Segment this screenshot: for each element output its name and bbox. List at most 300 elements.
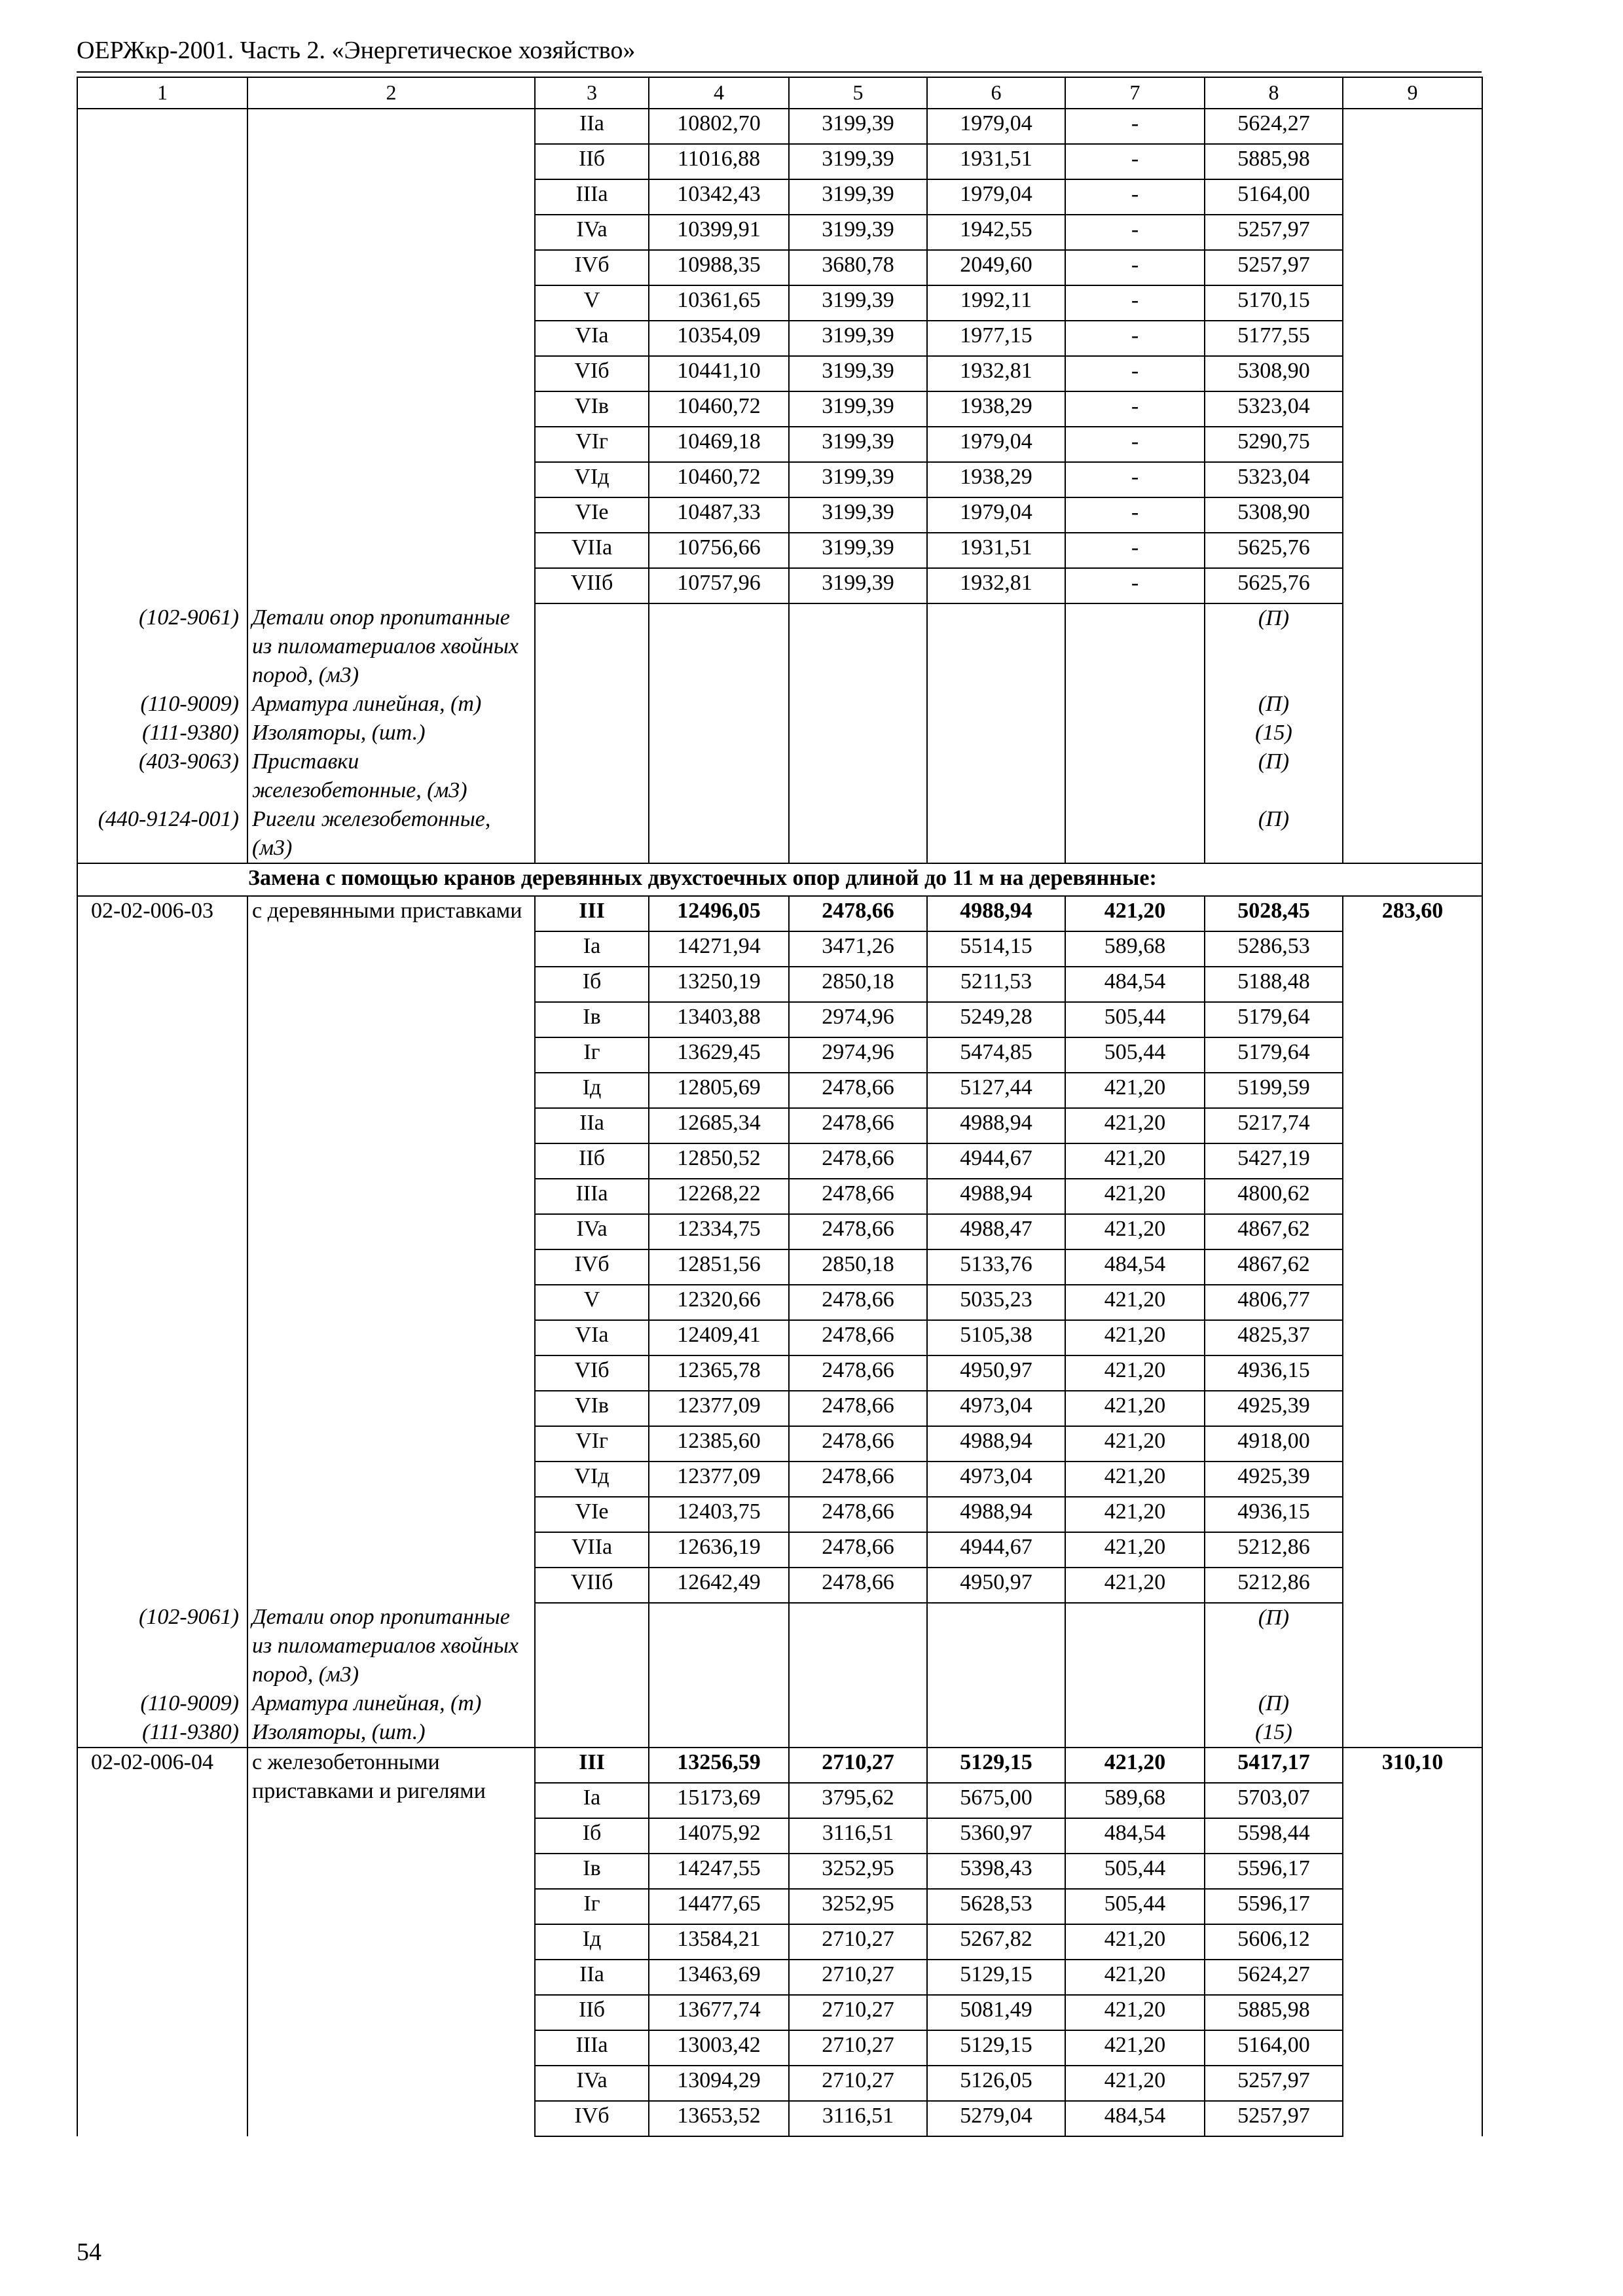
value-cell: 3199,39 — [789, 568, 927, 603]
value-cell: - — [1065, 462, 1205, 497]
value-cell: 5598,44 — [1205, 1818, 1343, 1854]
value-cell: 14477,65 — [649, 1889, 789, 1924]
value-cell: 421,20 — [1065, 1108, 1205, 1143]
table-body — [77, 109, 1482, 2136]
empty-cell — [1343, 719, 1482, 747]
value-cell: 3252,95 — [789, 1854, 927, 1889]
empty-cell — [535, 1689, 649, 1718]
empty-cell — [789, 1689, 927, 1718]
value-cell: 3680,78 — [789, 250, 927, 285]
material-name: Детали опор пропитанные из пиломатериалов хвойных пород, (м3) — [247, 603, 535, 690]
value-cell: 5133,76 — [927, 1249, 1065, 1285]
zone-cell: IIб — [535, 144, 649, 179]
empty-cell — [1343, 805, 1482, 863]
value-cell: 1932,81 — [927, 356, 1065, 391]
value-cell: 3116,51 — [789, 2101, 927, 2136]
zone-cell: VIa — [535, 321, 649, 356]
value-cell: 3199,39 — [789, 356, 927, 391]
value-cell: 4925,39 — [1205, 1391, 1343, 1426]
value-cell: 421,20 — [1065, 1748, 1205, 1783]
value-cell: 4988,94 — [927, 1179, 1065, 1214]
empty-cell — [1065, 747, 1205, 805]
empty-cell — [789, 1603, 927, 1689]
rates-table — [77, 77, 1483, 2137]
value-cell: 10802,70 — [649, 109, 789, 144]
zone-cell: VIв — [535, 1391, 649, 1426]
material-value: (П) — [1205, 1689, 1343, 1718]
zone-cell: VIe — [535, 1497, 649, 1532]
zone-cell: VIг — [535, 427, 649, 462]
empty-cell — [789, 1718, 927, 1748]
zone-cell: VIд — [535, 462, 649, 497]
value-cell: 421,20 — [1065, 1391, 1205, 1426]
value-cell: 421,20 — [1065, 1355, 1205, 1391]
code-cell — [77, 109, 247, 603]
value-cell: 4988,94 — [927, 1497, 1065, 1532]
value-cell: 5417,17 — [1205, 1748, 1343, 1783]
value-cell: 5179,64 — [1205, 1002, 1343, 1037]
value-cell: 1932,81 — [927, 568, 1065, 603]
zone-cell: IIa — [535, 109, 649, 144]
value-cell: 12805,69 — [649, 1073, 789, 1108]
empty-cell — [789, 747, 927, 805]
zone-cell: VIб — [535, 356, 649, 391]
value-cell: 13256,59 — [649, 1748, 789, 1783]
value-cell: 5625,76 — [1205, 533, 1343, 568]
value-cell: 2478,66 — [789, 1285, 927, 1320]
value-cell: 12851,56 — [649, 1249, 789, 1285]
value-cell: 10361,65 — [649, 285, 789, 321]
value-cell: 5129,15 — [927, 1748, 1065, 1783]
value-cell: 13463,69 — [649, 1960, 789, 1995]
zone-cell: Iб — [535, 1818, 649, 1854]
zone-cell: IVa — [535, 215, 649, 250]
value-cell: 4973,04 — [927, 1391, 1065, 1426]
value-cell: 2710,27 — [789, 1960, 927, 1995]
empty-cell — [535, 690, 649, 719]
value-cell: 1938,29 — [927, 462, 1065, 497]
material-name: Приставки железобетонные, (м3) — [247, 747, 535, 805]
page-header: ОЕРЖкр-2001. Часть 2. «Энергетическое хозяйство» — [77, 37, 636, 64]
section-title-row — [77, 863, 1482, 896]
table-row — [77, 896, 1482, 931]
material-code: (440-9124-001) — [77, 805, 247, 863]
zone-cell: IVa — [535, 1214, 649, 1249]
value-cell: 3199,39 — [789, 462, 927, 497]
value-cell: 4936,15 — [1205, 1355, 1343, 1391]
empty-cell — [1343, 603, 1482, 690]
value-cell: 14075,92 — [649, 1818, 789, 1854]
empty-cell — [789, 805, 927, 863]
value-cell: 10469,18 — [649, 427, 789, 462]
value-cell: 3795,62 — [789, 1783, 927, 1818]
material-name: Изоляторы, (шт.) — [247, 719, 535, 747]
value-cell: 14271,94 — [649, 931, 789, 967]
value-cell: 484,54 — [1065, 2101, 1205, 2136]
empty-cell — [1065, 805, 1205, 863]
zone-cell: V — [535, 1285, 649, 1320]
zone-cell: Iд — [535, 1073, 649, 1108]
value-cell: 2478,66 — [789, 1143, 927, 1179]
value-cell: 5286,53 — [1205, 931, 1343, 967]
value-cell: 4925,39 — [1205, 1462, 1343, 1497]
value-cell: - — [1065, 568, 1205, 603]
value-cell: 5628,53 — [927, 1889, 1065, 1924]
value-cell: 5596,17 — [1205, 1889, 1343, 1924]
rate-name: с деревянными приставками — [247, 896, 535, 1603]
empty-cell — [649, 690, 789, 719]
zone-cell: IVб — [535, 1249, 649, 1285]
value-cell: 4988,47 — [927, 1214, 1065, 1249]
value-cell: 5257,97 — [1205, 2101, 1343, 2136]
value-cell: 13094,29 — [649, 2066, 789, 2101]
zone-cell: Iг — [535, 1037, 649, 1073]
value-cell: 10460,72 — [649, 391, 789, 427]
zone-cell: VIIa — [535, 1532, 649, 1568]
value-cell: 5323,04 — [1205, 462, 1343, 497]
value-cell: 1979,04 — [927, 427, 1065, 462]
material-name: Изоляторы, (шт.) — [247, 1718, 535, 1748]
material-code: (110-9009) — [77, 1689, 247, 1718]
material-name: Детали опор пропитанные из пиломатериалов хвойных пород, (м3) — [247, 1603, 535, 1689]
zone-cell: Ia — [535, 931, 649, 967]
value-cell: 12496,05 — [649, 896, 789, 931]
value-cell: 4944,67 — [927, 1532, 1065, 1568]
value-cell: 13403,88 — [649, 1002, 789, 1037]
zone-cell: Iг — [535, 1889, 649, 1924]
empty-cell — [789, 719, 927, 747]
value-cell: 2850,18 — [789, 967, 927, 1002]
zone-cell: Iв — [535, 1002, 649, 1037]
value-cell: 1979,04 — [927, 497, 1065, 533]
material-row — [77, 747, 1482, 805]
column-number-4: 4 — [649, 77, 789, 109]
value-cell: 1992,11 — [927, 285, 1065, 321]
value-cell: 4918,00 — [1205, 1426, 1343, 1462]
value-cell: - — [1065, 533, 1205, 568]
zone-cell: Iв — [535, 1854, 649, 1889]
value-cell: 12334,75 — [649, 1214, 789, 1249]
value-cell: 421,20 — [1065, 1924, 1205, 1960]
value-cell: 12685,34 — [649, 1108, 789, 1143]
value-cell: 421,20 — [1065, 1532, 1205, 1568]
value-cell: 589,68 — [1065, 931, 1205, 967]
zone-cell: VIe — [535, 497, 649, 533]
value-cell: 3199,39 — [789, 497, 927, 533]
value-cell: 5675,00 — [927, 1783, 1065, 1818]
value-cell: 589,68 — [1065, 1783, 1205, 1818]
zone-cell: IIIa — [535, 2030, 649, 2066]
empty-cell — [1343, 1603, 1482, 1689]
value-cell: 5179,64 — [1205, 1037, 1343, 1073]
zone-cell: Iд — [535, 1924, 649, 1960]
value-cell: 2049,60 — [927, 250, 1065, 285]
empty-cell — [927, 805, 1065, 863]
value-cell: 1977,15 — [927, 321, 1065, 356]
value-cell: - — [1065, 109, 1205, 144]
material-value: (П) — [1205, 805, 1343, 863]
value-cell: - — [1065, 179, 1205, 215]
value-cell: 4988,94 — [927, 896, 1065, 931]
column-number-1: 1 — [77, 77, 247, 109]
value-cell: 5625,76 — [1205, 568, 1343, 603]
empty-cell — [1065, 690, 1205, 719]
value-cell: 2710,27 — [789, 1995, 927, 2030]
value-cell: 421,20 — [1065, 1214, 1205, 1249]
value-cell: 2478,66 — [789, 1532, 927, 1568]
value-cell: - — [1065, 321, 1205, 356]
value-cell: 10988,35 — [649, 250, 789, 285]
value-cell: 5323,04 — [1205, 391, 1343, 427]
empty-cell — [1343, 747, 1482, 805]
value-cell: 2710,27 — [789, 2066, 927, 2101]
value-cell: 3199,39 — [789, 321, 927, 356]
value-cell: 5126,05 — [927, 2066, 1065, 2101]
value-cell: 421,20 — [1065, 1568, 1205, 1603]
page-number: 54 — [77, 2238, 101, 2266]
value-cell: 13677,74 — [649, 1995, 789, 2030]
value-cell: 5606,12 — [1205, 1924, 1343, 1960]
value-cell: - — [1065, 356, 1205, 391]
value-cell: 421,20 — [1065, 1995, 1205, 2030]
value-cell: 421,20 — [1065, 896, 1205, 931]
value-cell: 12377,09 — [649, 1462, 789, 1497]
empty-cell — [649, 1718, 789, 1748]
value-cell: 5624,27 — [1205, 109, 1343, 144]
zone-cell: IVб — [535, 250, 649, 285]
empty-cell — [927, 1718, 1065, 1748]
value-cell: 421,20 — [1065, 1285, 1205, 1320]
value-cell: 12642,49 — [649, 1568, 789, 1603]
value-cell: 5596,17 — [1205, 1854, 1343, 1889]
empty-cell — [535, 747, 649, 805]
value-cell: 484,54 — [1065, 967, 1205, 1002]
column-number-6: 6 — [927, 77, 1065, 109]
value-cell: 3116,51 — [789, 1818, 927, 1854]
value-cell: 10441,10 — [649, 356, 789, 391]
empty-cell — [927, 603, 1065, 690]
material-name: Арматура линейная, (т) — [247, 1689, 535, 1718]
value-cell: 421,20 — [1065, 1073, 1205, 1108]
value-cell: 2478,66 — [789, 896, 927, 931]
value-cell: 3199,39 — [789, 109, 927, 144]
material-code: (111-9380) — [77, 1718, 247, 1748]
zone-cell: IIб — [535, 1143, 649, 1179]
value-cell: 2478,66 — [789, 1568, 927, 1603]
value-cell: 4950,97 — [927, 1568, 1065, 1603]
value-cell: 10756,66 — [649, 533, 789, 568]
value-cell: 5257,97 — [1205, 2066, 1343, 2101]
empty-cell — [927, 1603, 1065, 1689]
value-cell: 12320,66 — [649, 1285, 789, 1320]
value-cell: 10757,96 — [649, 568, 789, 603]
value-cell: 2478,66 — [789, 1320, 927, 1355]
empty-cell — [649, 1689, 789, 1718]
value-cell: 4988,94 — [927, 1426, 1065, 1462]
value-cell: 5170,15 — [1205, 285, 1343, 321]
empty-cell — [1065, 603, 1205, 690]
zone-cell: IIIa — [535, 179, 649, 215]
zone-cell: VIa — [535, 1320, 649, 1355]
zone-cell: VIд — [535, 1462, 649, 1497]
value-cell: 12850,52 — [649, 1143, 789, 1179]
empty-cell — [649, 719, 789, 747]
value-cell: - — [1065, 391, 1205, 427]
labor-cost: 283,60 — [1343, 896, 1482, 1603]
column-number-5: 5 — [789, 77, 927, 109]
material-value: (П) — [1205, 1603, 1343, 1689]
value-cell: 12268,22 — [649, 1179, 789, 1214]
empty-cell — [535, 719, 649, 747]
value-cell: 2478,66 — [789, 1073, 927, 1108]
value-cell: 5249,28 — [927, 1002, 1065, 1037]
column-number-2: 2 — [247, 77, 535, 109]
value-cell: 505,44 — [1065, 1889, 1205, 1924]
zone-cell: Ia — [535, 1783, 649, 1818]
empty-cell — [927, 747, 1065, 805]
empty-cell — [1343, 1689, 1482, 1718]
value-cell: - — [1065, 215, 1205, 250]
zone-cell: IIIa — [535, 1179, 649, 1214]
labor-cost: 310,10 — [1343, 1748, 1482, 2136]
name-cell — [247, 109, 535, 603]
column-number-8: 8 — [1205, 77, 1343, 109]
empty-cell — [1343, 1718, 1482, 1748]
material-code: (110-9009) — [77, 690, 247, 719]
zone-cell: VIб — [535, 1355, 649, 1391]
material-code: (403-9063) — [77, 747, 247, 805]
value-cell: 421,20 — [1065, 1960, 1205, 1995]
value-cell: 5290,75 — [1205, 427, 1343, 462]
value-cell: 5212,86 — [1205, 1532, 1343, 1568]
rate-code: 02-02-006-03 — [77, 896, 247, 1603]
value-cell: 2478,66 — [789, 1497, 927, 1532]
empty-cell — [535, 1603, 649, 1689]
value-cell: 5127,44 — [927, 1073, 1065, 1108]
empty-cell — [927, 1689, 1065, 1718]
value-cell: 5177,55 — [1205, 321, 1343, 356]
value-cell: 5028,45 — [1205, 896, 1343, 931]
value-cell: - — [1065, 497, 1205, 533]
value-cell: 12377,09 — [649, 1391, 789, 1426]
value-cell: 3199,39 — [789, 391, 927, 427]
zone-cell: III — [535, 1748, 649, 1783]
material-row — [77, 1603, 1482, 1689]
value-cell: 10399,91 — [649, 215, 789, 250]
empty-cell — [1343, 690, 1482, 719]
value-cell: 5360,97 — [927, 1818, 1065, 1854]
value-cell: 2478,66 — [789, 1355, 927, 1391]
material-value: (П) — [1205, 603, 1343, 690]
value-cell: 4800,62 — [1205, 1179, 1343, 1214]
zone-cell: IIa — [535, 1108, 649, 1143]
value-cell: 13250,19 — [649, 967, 789, 1002]
value-cell: 5885,98 — [1205, 144, 1343, 179]
value-cell: 5188,48 — [1205, 967, 1343, 1002]
value-cell: 12385,60 — [649, 1426, 789, 1462]
value-cell: 5703,07 — [1205, 1783, 1343, 1818]
zone-cell: VIIб — [535, 568, 649, 603]
material-name: Ригели железобетонные, (м3) — [247, 805, 535, 863]
value-cell: 5164,00 — [1205, 2030, 1343, 2066]
value-cell: 5398,43 — [927, 1854, 1065, 1889]
value-cell: 5624,27 — [1205, 1960, 1343, 1995]
zone-cell: IVa — [535, 2066, 649, 2101]
value-cell: 2850,18 — [789, 1249, 927, 1285]
value-cell: 3199,39 — [789, 179, 927, 215]
value-cell: 505,44 — [1065, 1002, 1205, 1037]
value-cell: 1979,04 — [927, 109, 1065, 144]
value-cell: 3199,39 — [789, 215, 927, 250]
value-cell: 1979,04 — [927, 179, 1065, 215]
value-cell: 5885,98 — [1205, 1995, 1343, 2030]
value-cell: 12403,75 — [649, 1497, 789, 1532]
value-cell: 5257,97 — [1205, 250, 1343, 285]
value-cell: 14247,55 — [649, 1854, 789, 1889]
material-code: (102-9061) — [77, 1603, 247, 1689]
material-row — [77, 1689, 1482, 1718]
value-cell: 15173,69 — [649, 1783, 789, 1818]
table-row — [77, 1748, 1482, 1783]
value-cell: 5474,85 — [927, 1037, 1065, 1073]
value-cell: 5514,15 — [927, 931, 1065, 967]
empty-cell — [789, 603, 927, 690]
value-cell: 5081,49 — [927, 1995, 1065, 2030]
value-cell: 2478,66 — [789, 1426, 927, 1462]
material-value: (15) — [1205, 1718, 1343, 1748]
value-cell: 1931,51 — [927, 144, 1065, 179]
value-cell: 2974,96 — [789, 1002, 927, 1037]
material-row — [77, 719, 1482, 747]
value-cell: 4867,62 — [1205, 1249, 1343, 1285]
column-number-3: 3 — [535, 77, 649, 109]
value-cell: 13003,42 — [649, 2030, 789, 2066]
zone-cell: V — [535, 285, 649, 321]
value-cell: 484,54 — [1065, 1818, 1205, 1854]
zone-cell: VIIб — [535, 1568, 649, 1603]
value-cell: 1931,51 — [927, 533, 1065, 568]
value-cell: 421,20 — [1065, 1426, 1205, 1462]
material-value: (П) — [1205, 690, 1343, 719]
value-cell: 10342,43 — [649, 179, 789, 215]
value-cell: - — [1065, 250, 1205, 285]
zone-cell: IIa — [535, 1960, 649, 1995]
value-cell: 5427,19 — [1205, 1143, 1343, 1179]
value-cell: 5212,86 — [1205, 1568, 1343, 1603]
empty-cell — [649, 1603, 789, 1689]
value-cell: 2710,27 — [789, 2030, 927, 2066]
material-row — [77, 1718, 1482, 1748]
material-code: (102-9061) — [77, 603, 247, 690]
value-cell: 3199,39 — [789, 427, 927, 462]
value-cell: 421,20 — [1065, 1179, 1205, 1214]
empty-cell — [1065, 1718, 1205, 1748]
material-row — [77, 603, 1482, 690]
value-cell: 5211,53 — [927, 967, 1065, 1002]
zone-cell: Iб — [535, 967, 649, 1002]
value-cell: 5279,04 — [927, 2101, 1065, 2136]
value-cell: 3252,95 — [789, 1889, 927, 1924]
table-row — [77, 109, 1482, 144]
rate-name: с железобетонными приставками и ригелями — [247, 1748, 535, 2136]
value-cell: 2478,66 — [789, 1108, 927, 1143]
empty-cell — [649, 805, 789, 863]
value-cell: 484,54 — [1065, 1249, 1205, 1285]
value-cell: 13653,52 — [649, 2101, 789, 2136]
value-cell: 3199,39 — [789, 144, 927, 179]
zone-cell: IIб — [535, 1995, 649, 2030]
material-value: (15) — [1205, 719, 1343, 747]
